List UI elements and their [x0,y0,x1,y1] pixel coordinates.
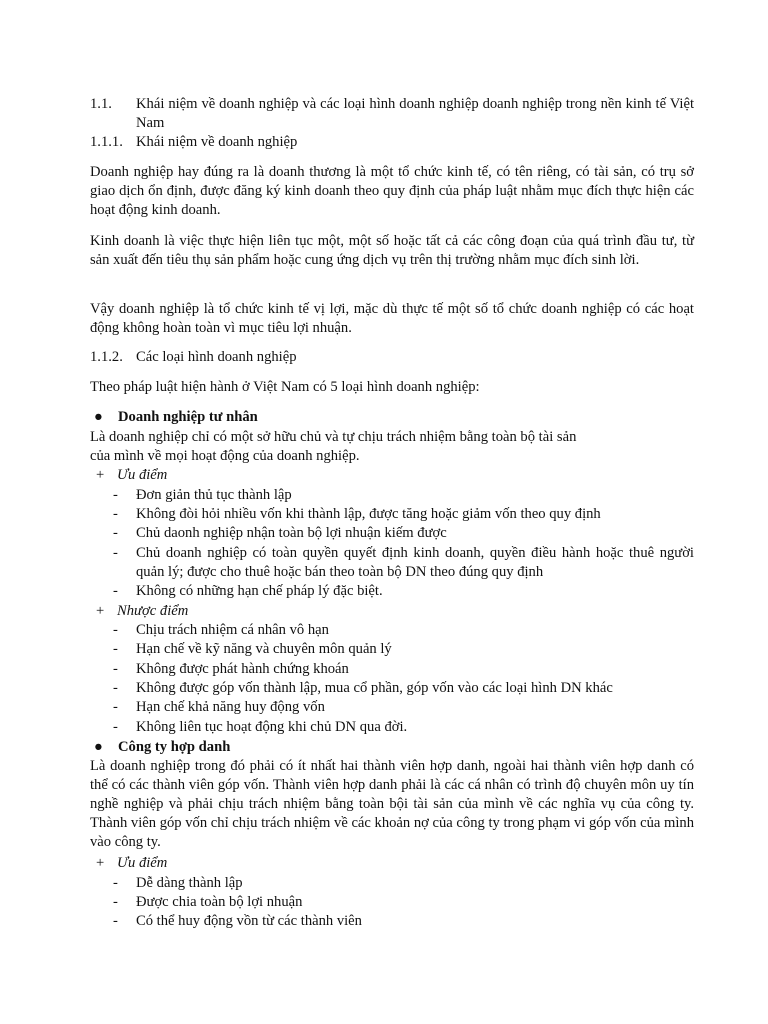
plus-icon: + [96,603,105,619]
dash-icon: - [113,641,118,657]
dash-icon: - [113,545,118,561]
heading-1-1 [90,95,694,133]
dash-icon: - [113,583,118,599]
paragraph-business: Kinh doanh là việc thực hiện liên tục một, một số hoặc tất cả các công đoạn của quá trình đầu tư, từ sản xuất đến tiêu thụ sản phẩm hoặc cung ứng dịch vụ trên thị trường nhằm mục đích sinh lời. [90,233,694,268]
list-item-text: Có thể huy động vồn từ các thành viên [136,913,362,929]
list-item-text: Chủ daonh nghiệp nhận toàn bộ lợi nhuận kiếm được [136,525,447,541]
list-item-text: Không liên tục hoạt động khi chủ DN qua đời. [136,719,408,735]
heading-1-1-1 [90,133,694,152]
heading-1-1-1-number: 1.1.1. [90,134,123,150]
dash-icon: - [113,913,118,929]
list-item-text: Không có những hạn chế pháp lý đặc biệt. [136,583,383,599]
heading-1-1-2-text: Các loại hình doanh nghiệp [136,349,297,365]
list-item-text: Đơn giản thủ tục thành lập [136,487,292,503]
dash-icon: - [113,525,118,541]
list-item-text: Dễ dàng thành lập [136,875,243,891]
list-item-text: Chủ doanh nghiệp có toàn quyền quyết định kinh doanh, quyền điều hành hoặc thuê người quản lý; được cho thuê hoặc bán theo toàn bộ DN theo đúng quy định [136,545,694,580]
bullet-icon: ● [94,739,103,755]
plus-icon: + [96,855,105,871]
cthd-pros-title: Ưu điểm [117,855,168,871]
dash-icon: - [113,894,118,910]
paragraph-profit: Vậy doanh nghiệp là tổ chức kinh tế vị lợi, mặc dù thực tế một số tổ chức doanh nghiệp có các hoạt động không hoàn toàn vì mục tiêu lợi nhuận. [90,301,694,336]
dntn-desc-line2: của mình về mọi hoạt động của doanh nghiệp. [90,448,360,464]
paragraph-intro: Theo pháp luật hiện hành ở Việt Nam có 5 loại hình doanh nghiệp: [90,379,480,395]
cthd-desc: Là doanh nghiệp trong đó phải có ít nhất hai thành viên hợp danh, ngoài hai thành viên hợp danh có thể có các thành viên góp vốn. Thành viên hợp danh phải là các cá nhân có trình độ chuyên môn uy tín nghề nghiệp và phải chịu trách nhiệm bằng toàn bội tài sản của mình về các nghĩa vụ của công ty. Thành viên góp vốn chỉ chịu trách nhiệm về các khoản nợ của công ty trong phạm vi góp vốn của mình vào công ty. [90,758,694,850]
dntn-desc-line1: Là doanh nghiệp chỉ có một sở hữu chủ và tự chịu trách nhiệm bằng toàn bộ tài sản [90,429,577,445]
dash-icon: - [113,719,118,735]
dash-icon: - [113,875,118,891]
dash-icon: - [113,699,118,715]
list-item-text: Hạn chế về kỹ năng và chuyên môn quản lý [136,641,392,657]
heading-1-1-2 [90,348,694,367]
dntn-pros-title: Ưu điểm [117,467,168,483]
heading-1-1-text: Khái niệm về doanh nghiệp và các loại hình doanh nghiệp doanh nghiệp trong nền kinh tế Việt Nam [136,96,694,131]
bullet-icon: ● [94,409,103,425]
dash-icon: - [113,487,118,503]
dash-icon: - [113,506,118,522]
list-item-text: Được chia toàn bộ lợi nhuận [136,894,303,910]
heading-1-1-number: 1.1. [90,96,112,112]
section-dntn-title: Doanh nghiệp tư nhân [118,409,258,425]
list-item-text: Không được góp vốn thành lập, mua cổ phần, góp vốn vào các loại hình DN khác [136,680,613,696]
paragraph-definition: Doanh nghiệp hay đúng ra là doanh thương là một tổ chức kinh tế, có tên riêng, có tài sản, có trụ sở giao dịch ổn định, được đăng ký kinh doanh theo quy định của pháp luật nhằm mục đích thực hiện các hoạt động kinh doanh. [90,164,694,218]
dash-icon: - [113,661,118,677]
list-item-text: Không được phát hành chứng khoán [136,661,349,677]
heading-1-1-2-number: 1.1.2. [90,349,123,365]
plus-icon: + [96,467,105,483]
list-item-text: Không đòi hỏi nhiều vốn khi thành lập, được tăng hoặc giảm vốn theo quy định [136,506,601,522]
dash-icon: - [113,622,118,638]
list-item-text: Hạn chế khả năng huy động vốn [136,699,325,715]
dntn-cons-title: Nhược điểm [117,603,189,619]
heading-1-1-1-text: Khái niệm về doanh nghiệp [136,134,298,150]
dash-icon: - [113,680,118,696]
list-item-text: Chịu trách nhiệm cá nhân vô hạn [136,622,329,638]
section-cthd-title: Công ty hợp danh [118,739,231,755]
